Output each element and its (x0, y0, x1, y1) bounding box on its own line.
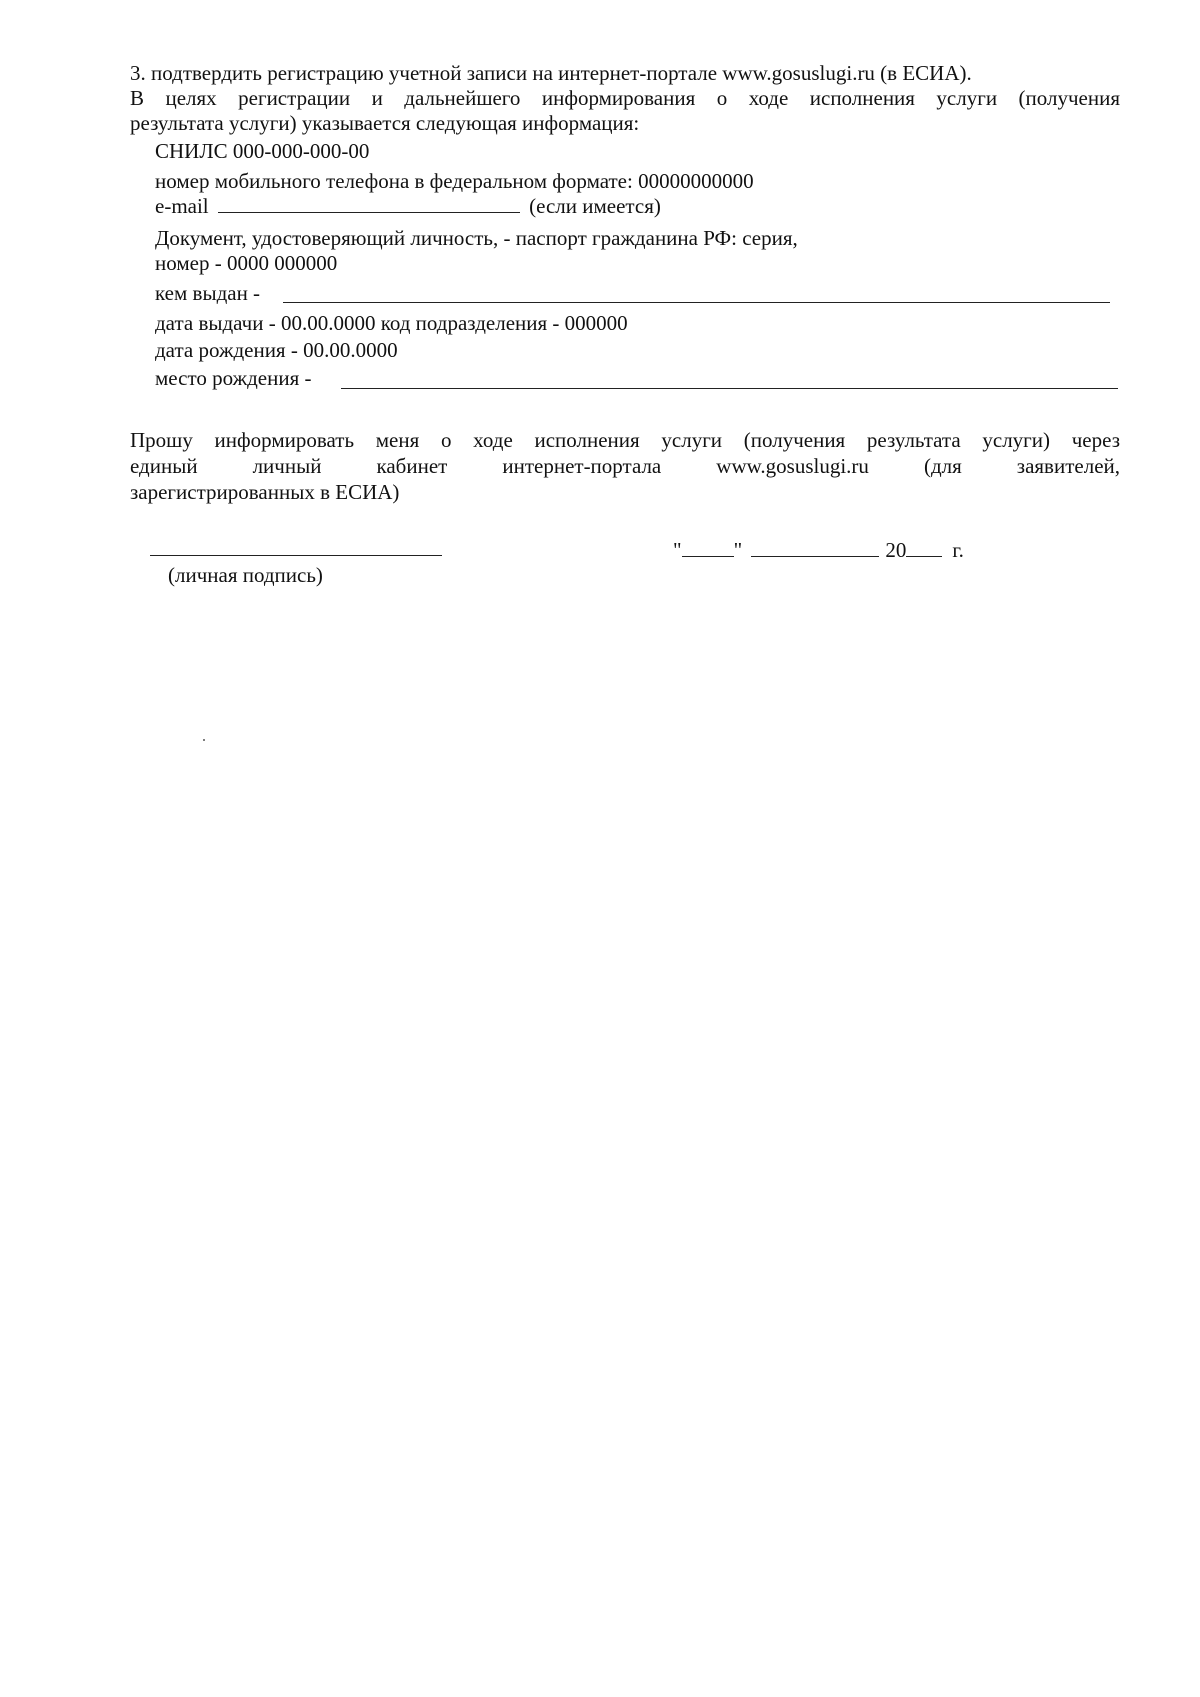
year-suffix: г. (952, 538, 964, 562)
issued-by-blank-line (283, 302, 1110, 303)
email-suffix: (если имеется) (529, 194, 661, 218)
identity-document-line: Документ, удостоверяющий личность, - паспорт гражданина РФ: серия, (155, 226, 798, 250)
scan-speck (203, 739, 205, 741)
item-3-text: 3. подтвердить регистрацию учетной записи на интернет-портале www.gosuslugi.ru (в ЕСИА). (130, 61, 972, 85)
birth-place-blank-line (341, 388, 1118, 389)
request-line-1: Прошу информировать меня о ходе исполнения услуги (получения результата услуги) через (130, 428, 1120, 452)
request-line-2: единый личный кабинет интернет-портала www.gosuslugi.ru (для заявителей, (130, 454, 1120, 478)
birth-date-field: дата рождения - 00.00.0000 (155, 338, 398, 362)
day-blank-line (682, 538, 734, 557)
date-quote-open: " (673, 538, 682, 562)
email-label: e-mail (155, 194, 209, 218)
intro-line-1: В целях регистрации и дальнейшего информирования о ходе исполнения услуги (получения (130, 86, 1120, 110)
signature-line (150, 555, 442, 556)
issue-date-field: дата выдачи - 00.00.0000 код подразделения - 000000 (155, 311, 628, 335)
email-field (155, 193, 661, 219)
intro-line-2: результата услуги) указывается следующая информация: (130, 111, 640, 135)
snils-field: СНИЛС 000-000-000-00 (155, 139, 370, 163)
document-number: номер - 0000 000000 (155, 251, 338, 275)
issued-by-label: кем выдан - (155, 281, 261, 305)
phone-field: номер мобильного телефона в федеральном формате: 00000000000 (155, 169, 754, 193)
month-blank-line (751, 538, 879, 557)
signature-caption: (личная подпись) (168, 563, 323, 587)
date-field (673, 537, 964, 563)
date-quote-close: " (733, 538, 743, 562)
year-prefix: 20 (885, 538, 907, 562)
birth-place-label: место рождения - (155, 366, 312, 390)
email-blank-line (218, 194, 520, 213)
request-line-3: зарегистрированных в ЕСИА) (130, 480, 400, 504)
year-blank-line (906, 538, 942, 557)
